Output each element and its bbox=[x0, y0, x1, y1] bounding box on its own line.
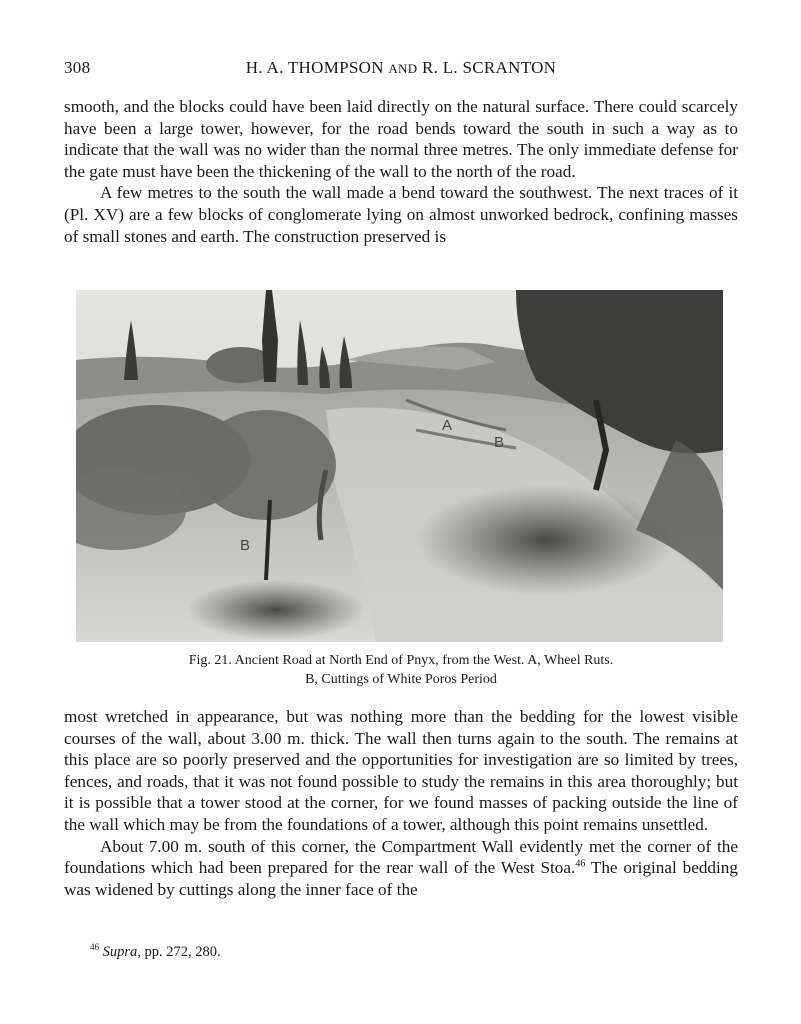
footnote-number: 46 bbox=[90, 942, 99, 952]
paragraph-2: A few metres to the south the wall made a bend toward the southwest. The next traces of it (Pl. XV) are a few blocks of conglomerate lying on almost unworked bedrock, confining masses of small stones and earth. The construction preserved is bbox=[64, 183, 738, 246]
label-a-wheel-ruts: A bbox=[442, 417, 453, 434]
caption-line-1: Fig. 21. Ancient Road at North End of Pnyx, from the West. A, Wheel Ruts. bbox=[188, 653, 614, 668]
footnote-ref-46: 46 bbox=[575, 858, 586, 870]
text-before-figure bbox=[64, 96, 738, 247]
author-1: H. A. THOMPSON bbox=[245, 58, 384, 77]
footnote-source: Supra bbox=[102, 943, 138, 960]
paragraph-1: smooth, and the blocks could have been laid directly on the natural surface. There could scarcely have been a large tower, however, for the road bends toward the south in such a way as to indicate that the wall was no wider than the normal three metres. The only immediate defense for the gate must have been the thickening of the wall to the north of the road. bbox=[64, 97, 738, 181]
paragraph-3: most wretched in appearance, but was nothing more than the bedding for the lowest visible courses of the wall, about 3.00 m. thick. The wall then turns again to the south. The remains at this place are so poorly preserved and the opportunities for investigation are so limited by trees, fences, and roads, that it was not found possible to study the remains in this area thoroughly; but it is possible that a tower stood at the corner, for we found masses of packing outside the line of the wall which may be from the foundations of a tower, although this point remains unsettled. bbox=[64, 707, 738, 834]
landscape-photo bbox=[76, 290, 723, 642]
author-2: R. L. SCRANTON bbox=[421, 58, 557, 77]
page-number: 308 bbox=[64, 58, 91, 77]
author-conjunction: AND bbox=[388, 61, 418, 76]
figure-photograph bbox=[76, 290, 723, 642]
paragraph-4 bbox=[64, 836, 738, 901]
paragraph-4-text: About 7.00 m. south of this corner, the Compartment Wall evidently met the corner of the foundations which had been prepared for the rear wall of the West Stoa. bbox=[64, 836, 738, 878]
running-title bbox=[64, 58, 738, 78]
footnote-pages: , pp. 272, 280. bbox=[137, 943, 221, 960]
paragraph-4-continued: The original bedding was widened by cuttings along the inner face of the bbox=[64, 858, 738, 899]
running-head bbox=[64, 58, 738, 82]
caption-line-2: B, Cuttings of White Poros Period bbox=[305, 672, 497, 687]
label-b-right-cuttings: B bbox=[494, 434, 505, 451]
figure-caption bbox=[64, 651, 738, 689]
footnote-46 bbox=[90, 942, 221, 961]
label-b-left-cuttings: B bbox=[240, 537, 251, 554]
text-after-figure bbox=[64, 706, 738, 900]
